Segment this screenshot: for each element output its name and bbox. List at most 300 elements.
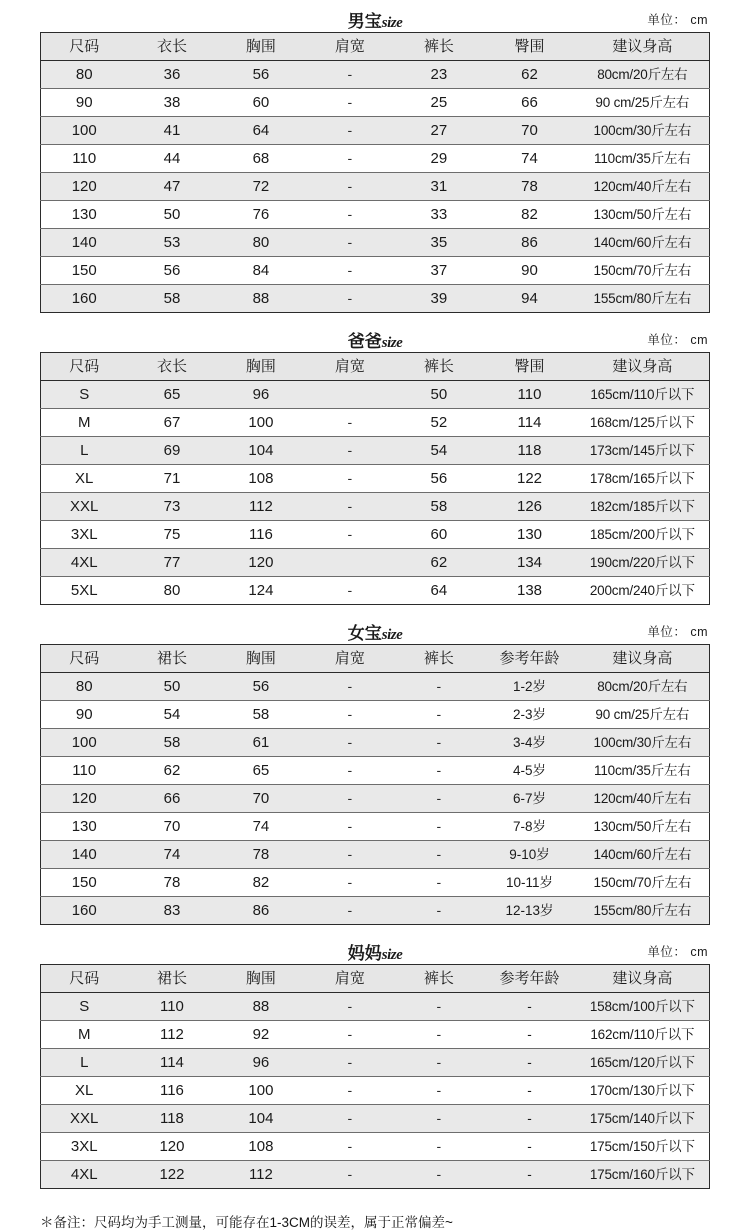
section-title-size-word: size xyxy=(381,627,403,643)
table-cell: - xyxy=(305,841,394,869)
table-cell: 50 xyxy=(127,673,216,701)
table-cell: - xyxy=(394,1021,483,1049)
table-cell: 52 xyxy=(394,409,483,437)
table-cell: 80cm/20斤左右 xyxy=(576,61,710,89)
table-row xyxy=(41,785,710,813)
table-cell: - xyxy=(305,701,394,729)
table-header-row xyxy=(41,645,710,673)
table-cell: 78 xyxy=(127,869,216,897)
table-row xyxy=(41,145,710,173)
section-title-size-word: size xyxy=(381,15,403,31)
table-cell: - xyxy=(394,869,483,897)
column-header: 肩宽 xyxy=(305,33,394,61)
table-cell: 10-11岁 xyxy=(483,869,575,897)
table-cell: 108 xyxy=(216,1133,305,1161)
cell-size-code: 4XL xyxy=(41,549,128,577)
table-cell: 7-8岁 xyxy=(483,813,575,841)
cell-size-code: 120 xyxy=(41,785,128,813)
table-cell: - xyxy=(394,993,483,1021)
table-cell: 112 xyxy=(216,493,305,521)
column-header: 参考年龄 xyxy=(483,965,575,993)
table-cell: - xyxy=(394,841,483,869)
table-cell: 27 xyxy=(394,117,483,145)
cell-size-code: M xyxy=(41,1021,128,1049)
table-cell xyxy=(305,549,394,577)
table-cell: 58 xyxy=(394,493,483,521)
table-cell: - xyxy=(394,897,483,925)
table-cell: 69 xyxy=(127,437,216,465)
table-cell: 78 xyxy=(483,173,575,201)
table-cell: 38 xyxy=(127,89,216,117)
table-row xyxy=(41,89,710,117)
size-section xyxy=(40,938,710,1202)
table-cell: 134 xyxy=(483,549,575,577)
table-cell: - xyxy=(305,285,394,313)
table-header-row xyxy=(41,353,710,381)
table-cell: 82 xyxy=(483,201,575,229)
section-title xyxy=(40,939,710,964)
cell-size-code: 130 xyxy=(41,813,128,841)
table-cell: 4-5岁 xyxy=(483,757,575,785)
cell-size-code: 160 xyxy=(41,285,128,313)
table-row xyxy=(41,61,710,89)
cell-size-code: 110 xyxy=(41,757,128,785)
table-row xyxy=(41,577,710,605)
column-header: 肩宽 xyxy=(305,353,394,381)
table-cell: 60 xyxy=(394,521,483,549)
table-cell: - xyxy=(483,1049,575,1077)
table-row xyxy=(41,993,710,1021)
table-cell: 29 xyxy=(394,145,483,173)
column-header: 胸围 xyxy=(216,965,305,993)
column-header: 裙长 xyxy=(127,645,216,673)
table-cell: - xyxy=(394,729,483,757)
table-cell: 114 xyxy=(483,409,575,437)
size-sections-container xyxy=(40,6,710,1202)
column-header: 裤长 xyxy=(394,353,483,381)
table-cell: 37 xyxy=(394,257,483,285)
table-cell: 122 xyxy=(127,1161,216,1189)
table-cell: 122 xyxy=(483,465,575,493)
table-cell: 86 xyxy=(483,229,575,257)
table-cell: 118 xyxy=(127,1105,216,1133)
table-row xyxy=(41,673,710,701)
table-cell: 96 xyxy=(216,1049,305,1077)
cell-size-code: 100 xyxy=(41,729,128,757)
table-cell: 3-4岁 xyxy=(483,729,575,757)
table-cell: 100cm/30斤左右 xyxy=(576,729,710,757)
table-cell: - xyxy=(483,993,575,1021)
table-cell: - xyxy=(394,1049,483,1077)
table-row xyxy=(41,1021,710,1049)
table-cell: 41 xyxy=(127,117,216,145)
size-section xyxy=(40,326,710,618)
table-row xyxy=(41,841,710,869)
table-cell: 74 xyxy=(216,813,305,841)
section-header xyxy=(40,938,710,964)
table-cell: - xyxy=(483,1161,575,1189)
table-cell: 100cm/30斤左右 xyxy=(576,117,710,145)
table-cell: 155cm/80斤左右 xyxy=(576,897,710,925)
column-header: 裙长 xyxy=(127,965,216,993)
table-cell: 76 xyxy=(216,201,305,229)
cell-size-code: 140 xyxy=(41,841,128,869)
table-cell: 120cm/40斤左右 xyxy=(576,173,710,201)
column-header: 建议身高 xyxy=(576,965,710,993)
cell-size-code: 90 xyxy=(41,701,128,729)
table-cell: 178cm/165斤以下 xyxy=(576,465,710,493)
cell-size-code: XL xyxy=(41,465,128,493)
cell-size-code: 3XL xyxy=(41,1133,128,1161)
table-cell: 165cm/110斤以下 xyxy=(576,381,710,409)
section-title xyxy=(40,327,710,352)
table-cell: 88 xyxy=(216,285,305,313)
table-row xyxy=(41,437,710,465)
table-row xyxy=(41,1161,710,1189)
table-cell: 120 xyxy=(127,1133,216,1161)
table-cell: 64 xyxy=(394,577,483,605)
cell-size-code: 5XL xyxy=(41,577,128,605)
table-cell: - xyxy=(305,897,394,925)
cell-size-code: 4XL xyxy=(41,1161,128,1189)
section-gap xyxy=(40,925,710,938)
table-cell: 62 xyxy=(127,757,216,785)
table-cell: 138 xyxy=(483,577,575,605)
table-cell: 64 xyxy=(216,117,305,145)
table-row xyxy=(41,813,710,841)
table-cell: 120cm/40斤左右 xyxy=(576,785,710,813)
table-cell: 104 xyxy=(216,1105,305,1133)
table-cell: 110 xyxy=(483,381,575,409)
table-cell: 66 xyxy=(483,89,575,117)
table-row xyxy=(41,701,710,729)
table-row xyxy=(41,729,710,757)
table-cell: 36 xyxy=(127,61,216,89)
table-cell: - xyxy=(394,1105,483,1133)
table-cell: 73 xyxy=(127,493,216,521)
table-cell: - xyxy=(394,1077,483,1105)
table-cell: - xyxy=(305,1133,394,1161)
column-header: 建议身高 xyxy=(576,33,710,61)
table-cell: 77 xyxy=(127,549,216,577)
cell-size-code: 120 xyxy=(41,173,128,201)
column-header: 尺码 xyxy=(41,965,128,993)
table-row xyxy=(41,409,710,437)
cell-size-code: XXL xyxy=(41,493,128,521)
table-cell: 33 xyxy=(394,201,483,229)
table-row xyxy=(41,1077,710,1105)
table-cell: 60 xyxy=(216,89,305,117)
table-cell: 68 xyxy=(216,145,305,173)
table-cell: 74 xyxy=(127,841,216,869)
table-cell: 104 xyxy=(216,437,305,465)
table-cell: 53 xyxy=(127,229,216,257)
column-header: 胸围 xyxy=(216,353,305,381)
cell-size-code: 150 xyxy=(41,257,128,285)
table-cell: - xyxy=(483,1105,575,1133)
table-row xyxy=(41,229,710,257)
unit-label: 单位： cm xyxy=(647,945,708,959)
table-cell: 80 xyxy=(216,229,305,257)
table-cell: 70 xyxy=(483,117,575,145)
table-cell: 74 xyxy=(483,145,575,173)
table-row xyxy=(41,493,710,521)
table-cell: - xyxy=(305,1161,394,1189)
table-cell: 124 xyxy=(216,577,305,605)
table-cell: 108 xyxy=(216,465,305,493)
table-cell: - xyxy=(394,1161,483,1189)
table-row xyxy=(41,1133,710,1161)
table-cell: - xyxy=(305,409,394,437)
table-cell: 62 xyxy=(394,549,483,577)
unit-label: 单位： cm xyxy=(647,333,708,347)
table-cell: - xyxy=(305,785,394,813)
table-cell: 90 cm/25斤左右 xyxy=(576,701,710,729)
table-cell: 80 xyxy=(127,577,216,605)
column-header: 臀围 xyxy=(483,353,575,381)
table-cell: 50 xyxy=(394,381,483,409)
table-cell: 118 xyxy=(483,437,575,465)
table-cell: 84 xyxy=(216,257,305,285)
table-row xyxy=(41,897,710,925)
column-header: 裤长 xyxy=(394,645,483,673)
section-title-size-word: size xyxy=(381,335,403,351)
table-cell: - xyxy=(394,1133,483,1161)
size-section xyxy=(40,618,710,938)
table-cell: 56 xyxy=(216,673,305,701)
cell-size-code: S xyxy=(41,381,128,409)
column-header: 肩宽 xyxy=(305,645,394,673)
table-cell: 86 xyxy=(216,897,305,925)
table-cell: - xyxy=(305,521,394,549)
column-header: 尺码 xyxy=(41,645,128,673)
table-cell: - xyxy=(394,701,483,729)
table-cell: 56 xyxy=(127,257,216,285)
table-cell: - xyxy=(394,785,483,813)
cell-size-code: 160 xyxy=(41,897,128,925)
table-cell: 165cm/120斤以下 xyxy=(576,1049,710,1077)
table-cell: - xyxy=(305,229,394,257)
table-cell: 39 xyxy=(394,285,483,313)
table-cell: 50 xyxy=(127,201,216,229)
table-cell: 116 xyxy=(216,521,305,549)
table-cell: 56 xyxy=(394,465,483,493)
table-cell: 25 xyxy=(394,89,483,117)
table-cell: 58 xyxy=(216,701,305,729)
table-cell: 2-3岁 xyxy=(483,701,575,729)
table-cell: 71 xyxy=(127,465,216,493)
table-cell: 67 xyxy=(127,409,216,437)
column-header: 衣长 xyxy=(127,353,216,381)
table-cell: 130cm/50斤左右 xyxy=(576,201,710,229)
table-cell: - xyxy=(305,993,394,1021)
table-cell: 58 xyxy=(127,285,216,313)
table-cell: - xyxy=(305,673,394,701)
cell-size-code: 110 xyxy=(41,145,128,173)
table-cell: 31 xyxy=(394,173,483,201)
column-header: 臀围 xyxy=(483,33,575,61)
size-table xyxy=(40,352,710,605)
table-cell: - xyxy=(305,813,394,841)
column-header: 胸围 xyxy=(216,645,305,673)
column-header: 建议身高 xyxy=(576,645,710,673)
size-table xyxy=(40,644,710,925)
table-cell: 12-13岁 xyxy=(483,897,575,925)
table-cell: 150cm/70斤左右 xyxy=(576,869,710,897)
table-cell: - xyxy=(394,813,483,841)
table-cell: - xyxy=(305,757,394,785)
table-row xyxy=(41,521,710,549)
table-cell: 75 xyxy=(127,521,216,549)
column-header: 建议身高 xyxy=(576,353,710,381)
table-cell: 90 cm/25斤左右 xyxy=(576,89,710,117)
table-cell: 65 xyxy=(216,757,305,785)
column-header: 裤长 xyxy=(394,33,483,61)
table-cell: 82 xyxy=(216,869,305,897)
table-cell: 110cm/35斤左右 xyxy=(576,757,710,785)
table-cell: - xyxy=(483,1077,575,1105)
table-cell: 158cm/100斤以下 xyxy=(576,993,710,1021)
table-cell: 54 xyxy=(127,701,216,729)
column-header: 肩宽 xyxy=(305,965,394,993)
size-table xyxy=(40,32,710,313)
table-cell: - xyxy=(394,673,483,701)
table-cell: - xyxy=(305,1077,394,1105)
section-gap xyxy=(40,313,710,326)
table-cell: 92 xyxy=(216,1021,305,1049)
table-cell: 173cm/145斤以下 xyxy=(576,437,710,465)
table-cell: - xyxy=(305,61,394,89)
column-header: 尺码 xyxy=(41,353,128,381)
table-cell: 126 xyxy=(483,493,575,521)
table-cell: - xyxy=(394,757,483,785)
table-cell: 56 xyxy=(216,61,305,89)
section-header xyxy=(40,326,710,352)
table-cell: 162cm/110斤以下 xyxy=(576,1021,710,1049)
table-cell: 182cm/185斤以下 xyxy=(576,493,710,521)
table-cell: 35 xyxy=(394,229,483,257)
table-cell: - xyxy=(305,869,394,897)
table-row xyxy=(41,1049,710,1077)
table-cell: 78 xyxy=(216,841,305,869)
table-cell: 110 xyxy=(127,993,216,1021)
section-title-label: 女宝 xyxy=(347,624,382,643)
table-cell: 90 xyxy=(483,257,575,285)
table-row xyxy=(41,869,710,897)
table-cell: 66 xyxy=(127,785,216,813)
cell-size-code: 80 xyxy=(41,673,128,701)
section-gap xyxy=(40,1189,710,1202)
table-cell: 94 xyxy=(483,285,575,313)
table-cell: 120 xyxy=(216,549,305,577)
table-row xyxy=(41,285,710,313)
cell-size-code: 100 xyxy=(41,117,128,145)
table-cell: 200cm/240斤以下 xyxy=(576,577,710,605)
cell-size-code: 130 xyxy=(41,201,128,229)
table-cell: 130cm/50斤左右 xyxy=(576,813,710,841)
section-title xyxy=(40,619,710,644)
table-cell: 23 xyxy=(394,61,483,89)
table-cell: 58 xyxy=(127,729,216,757)
size-table xyxy=(40,964,710,1189)
table-cell: 62 xyxy=(483,61,575,89)
table-cell: - xyxy=(305,1105,394,1133)
table-row xyxy=(41,549,710,577)
table-cell: - xyxy=(305,1049,394,1077)
table-cell: 6-7岁 xyxy=(483,785,575,813)
table-cell: 61 xyxy=(216,729,305,757)
table-cell: - xyxy=(305,257,394,285)
table-cell: 83 xyxy=(127,897,216,925)
section-title-label: 爸爸 xyxy=(347,332,382,351)
cell-size-code: 150 xyxy=(41,869,128,897)
table-cell: 150cm/70斤左右 xyxy=(576,257,710,285)
table-cell: 70 xyxy=(127,813,216,841)
section-gap xyxy=(40,605,710,618)
table-row xyxy=(41,465,710,493)
table-cell: 100 xyxy=(216,1077,305,1105)
table-cell: 175cm/150斤以下 xyxy=(576,1133,710,1161)
table-row xyxy=(41,257,710,285)
section-header xyxy=(40,618,710,644)
cell-size-code: L xyxy=(41,1049,128,1077)
table-cell: 114 xyxy=(127,1049,216,1077)
table-cell: 65 xyxy=(127,381,216,409)
table-cell: - xyxy=(305,201,394,229)
cell-size-code: 140 xyxy=(41,229,128,257)
cell-size-code: 90 xyxy=(41,89,128,117)
table-header-row xyxy=(41,33,710,61)
table-cell: 54 xyxy=(394,437,483,465)
table-cell: - xyxy=(305,173,394,201)
table-cell: - xyxy=(305,1021,394,1049)
table-cell: - xyxy=(305,577,394,605)
table-row xyxy=(41,757,710,785)
cell-size-code: M xyxy=(41,409,128,437)
table-cell: 70 xyxy=(216,785,305,813)
table-cell: 80cm/20斤左右 xyxy=(576,673,710,701)
table-cell xyxy=(305,381,394,409)
table-cell: 1-2岁 xyxy=(483,673,575,701)
table-cell: - xyxy=(305,117,394,145)
size-section xyxy=(40,6,710,326)
table-cell: 47 xyxy=(127,173,216,201)
column-header: 参考年龄 xyxy=(483,645,575,673)
cell-size-code: S xyxy=(41,993,128,1021)
table-cell: 44 xyxy=(127,145,216,173)
table-cell: 190cm/220斤以下 xyxy=(576,549,710,577)
table-cell: 112 xyxy=(216,1161,305,1189)
section-title-label: 妈妈 xyxy=(347,944,382,963)
unit-label: 单位： cm xyxy=(647,13,708,27)
table-cell: 9-10岁 xyxy=(483,841,575,869)
column-header: 衣长 xyxy=(127,33,216,61)
table-cell: 72 xyxy=(216,173,305,201)
column-header: 裤长 xyxy=(394,965,483,993)
table-row xyxy=(41,117,710,145)
table-cell: 100 xyxy=(216,409,305,437)
table-cell: 175cm/160斤以下 xyxy=(576,1161,710,1189)
table-row xyxy=(41,201,710,229)
table-cell: 112 xyxy=(127,1021,216,1049)
cell-size-code: XXL xyxy=(41,1105,128,1133)
table-cell: - xyxy=(483,1133,575,1161)
table-cell: - xyxy=(305,145,394,173)
table-cell: 96 xyxy=(216,381,305,409)
table-cell: 185cm/200斤以下 xyxy=(576,521,710,549)
section-title-label: 男宝 xyxy=(347,12,382,31)
table-cell: - xyxy=(483,1021,575,1049)
